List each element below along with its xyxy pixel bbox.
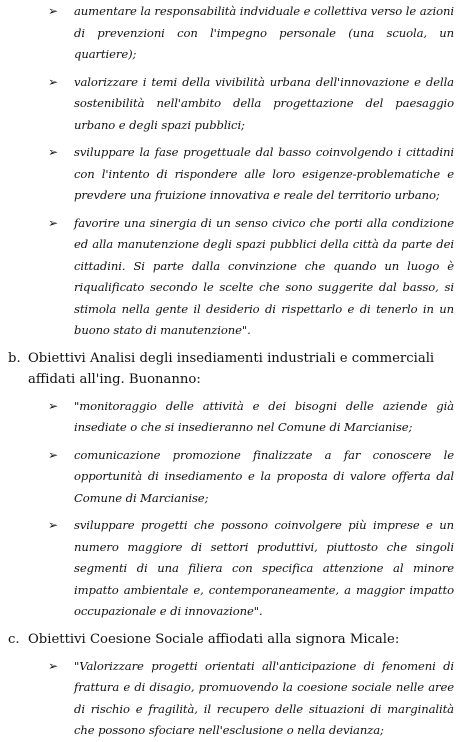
bullet-text: "Valorizzare progetti orientati all'anticipazione di fenomeni di frattura e di disagio, promuovendo la coesione sociale nelle aree di rischio e fragilità, il recupero delle situazioni di marginalità che possono sfociare nell'esclusione o nella devianza; <box>74 658 454 737</box>
list-item <box>48 656 454 742</box>
arrow-right-icon: ➢ <box>48 447 58 462</box>
section-heading-c <box>8 629 456 650</box>
arrow-right-icon: ➢ <box>48 658 58 673</box>
arrow-right-icon: ➢ <box>48 518 58 532</box>
section-title: Obiettivi Coesione Sociale affiodati alla signora Micale: <box>28 631 400 647</box>
arrow-right-icon: ➢ <box>48 215 58 230</box>
list-item <box>48 72 454 137</box>
bullet-text: aumentare la responsabilità indviduale e collettiva verso le azioni di prevenzioni con l'impegno personale (una scuola, un quartiere); <box>74 4 454 61</box>
arrow-right-icon: ➢ <box>48 398 58 413</box>
list-item <box>48 213 454 342</box>
bullet-text: sviluppare progetti che possono coinvolgere più imprese e un numero maggiore di settori produttivi, piuttosto che singoli segmenti di una filiera con specifica attenzione al minore impatto ambientale e, contemporaneamente, a maggior impatto occupazionale e di innovazione". <box>74 518 454 618</box>
list-item <box>48 445 454 510</box>
arrow-right-icon: ➢ <box>48 4 58 18</box>
bullet-text: favorire una sinergia di un senso civico che porti alla condizione ed alla manutenzione degli spazi pubblici della città da parte dei cittadini. Si parte dalla convinzione che quando un luogo è riqualificato secondo le scelte che sono suggerite dal basso, si stimola nella gente il desiderio di rispettarlo e di tenerlo in un buono stato di manutenzione". <box>74 215 454 337</box>
list-item <box>48 515 454 623</box>
bullet-text: sviluppare la fase progettuale dal basso coinvolgendo i cittadini con l'intento di rispondere alle loro esigenze-problematiche e prevdere una fruizione innovativa e reale del territorio urbano; <box>74 145 454 202</box>
arrow-right-icon: ➢ <box>48 74 58 89</box>
list-item <box>48 1 454 66</box>
bullet-text: valorizzare i temi della vivibilità urbana dell'innovazione e della sostenibilità nell'ambito della progettazione del paesaggio urbano e degli spazi pubblici; <box>74 74 454 132</box>
bullet-text: comunicazione promozione finalizzate a far conoscere le opportunità di insediamento e la proposta di valore offerta dal Comune di Marcianise; <box>74 447 454 505</box>
section-letter: b. <box>8 350 21 366</box>
section-letter: c. <box>8 631 20 647</box>
section-title: Obiettivi Analisi degli insediamenti industriali e commerciali affidati all'ing. Buonanno: <box>28 350 435 387</box>
list-item <box>48 396 454 439</box>
arrow-right-icon: ➢ <box>48 145 58 159</box>
list-item <box>48 142 454 207</box>
bullet-text: "monitoraggio delle attività e dei bisogni delle aziende già insediate o che si insedieranno nel Comune di Marcianise; <box>74 398 454 434</box>
section-heading-b <box>8 348 456 390</box>
